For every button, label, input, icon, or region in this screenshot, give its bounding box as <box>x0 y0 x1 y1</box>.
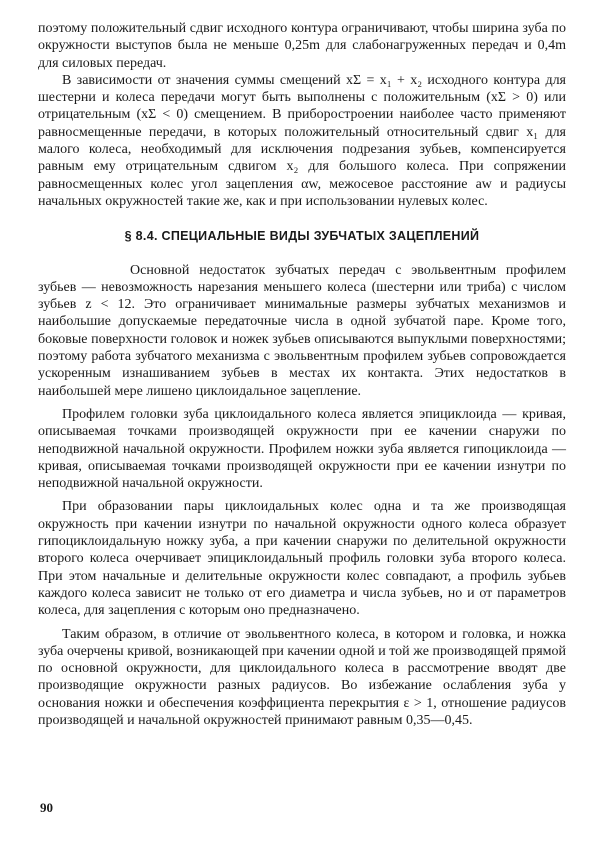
paragraph-conclusion: Таким образом, в отличие от эвольвентного колеса, в котором и головка, и ножка зуба очерчены кривой, возникающей при качении одной и той же производящей прямой по основной окружности, для циклоидального колеса в рассмотрение вводят две производящие окружности разных радиусов. Во избежание ослабления зуба у основания ножки и обеспечения коэффициента перекрытия ε > 1, отношение радиусов производящей и начальной окружностей принимают равным 0,35—0,45. <box>38 626 566 728</box>
paragraph-cycloidal-pair: При образовании пары циклоидальных колес одна и та же производящая окружность при качении изнутри по начальной окружности одного колеса образует гипоциклоидальную ножку зуба, а при качении снаружи по делительной окружности второго колеса очерчивает эпициклоидальный профиль головки зуба второго колеса. При этом начальные и делительные окружности колес совпадают, а профиль зубьев каждого колеса зависит не только от его диаметра и числа зубьев, но и от параметров колеса, для зацепления с которым оно предназначено. <box>38 499 566 619</box>
paragraph-displacement: В зависимости от значения суммы смещений xΣ = x₁ + x₂ исходного контура для шестерни и колеса передачи могут быть выполнены с положительным (xΣ > 0) или отрицательным (xΣ < 0) смещением. В приборостроении наиболее часто применяют равносмещенные передачи, в которых положительный относительный сдвиг x₁ для малого колеса, необходимый для исключения подрезания зубьев, компенсируется равным ему отрицательным сдвигом x₂ для большого колеса. При сопряжении равносмещенных колес угол зацепления αw, межосевое расстояние aw и радиусы начальных окружностей такие же, как и при использовании нулевых колес. <box>38 72 566 209</box>
paragraph-epicycloid: Профилем головки зуба циклоидального колеса является эпициклоида — кривая, описываемая точками производящей окружности при ее качении снаружи по неподвижной начальной окружности. Профилем ножки зуба является гипоциклоида — кривая, описываемая точками производящей окружности при ее качении изнутри по неподвижной начальной окружности. <box>38 406 566 492</box>
page-body <box>38 20 566 729</box>
paragraph-continuation: поэтому положительный сдвиг исходного контура ограничивают, чтобы ширина зуба по окружности выступов была не меньше 0,25m для слабонагруженных передач и 0,4m для силовых передач. <box>38 21 566 71</box>
section-heading: § 8.4. СПЕЦИАЛЬНЫЕ ВИДЫ ЗУБЧАТЫХ ЗАЦЕПЛЕНИЙ <box>124 229 480 244</box>
paragraph-main-drawback: Основной недостаток зубчатых передач с эвольвентным профилем зубьев — невозможность нарезания меньшего колеса (шестерни или триба) с числом зубьев z < 12. Это ограничивает минимальные размеры зубчатых механизмов и наибольшие допускаемые передаточные числа в одной зубчатой паре. Кроме того, боковые поверхности головок и ножек зубьев описываются выпуклыми поверхностями; поэтому работа зубчатого механизма с эвольвентным профилем зубьев сопровождается ускоренным изнашиванием зубьев в местах их контакта. Этих недостатков в наибольшей мере лишено циклоидальное зацепление. <box>38 262 566 399</box>
page-number: 90 <box>40 800 53 815</box>
